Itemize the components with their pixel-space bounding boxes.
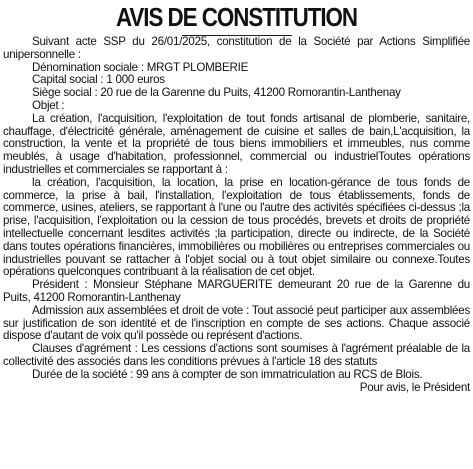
siege-line: Siège social : 20 rue de la Garenne du Puits, 41200 Romorantin-Lanthenay [32,86,401,100]
capital-line: Capital social : 1 000 euros [32,73,165,87]
signature-line: Pour avis, le Président [359,380,470,394]
intro-paragraph: Suivant acte SSP du 26/01/2025, constitution de la Société par Actions Simplifiée unipersonnelle : [3,35,470,61]
objet-paragraph-1: La création, l'acquisition, l'exploitation de tout fonds artisanal de plomberie, sanitaire, chauffage, d'électricité générale, aménagement de cuisine et salles de bain,L'acquisition, la construction, la vente et la propriété de tous biens immobiliers et immeubles, nus comme meublés, à usage d'habitation, professionnel, commercial ou industrielToutes opérations industrielles et commerciales se rapportant à : [3,111,470,176]
notice-title: AVIS DE CONSTITUTION [115,2,358,32]
objet-label: Objet : [32,98,65,112]
duree-paragraph: Durée de la société : 99 ans à compter de son immatriculation au RCS de Blois. [32,367,423,381]
agrement-paragraph: Clauses d'agrément : Les cessions d'actions sont soumises à l'agrément préalable de la collectivité des associés dans les conditions prévues à l'article 18 des statuts [3,342,470,368]
admission-paragraph: Admission aux assemblées et droit de vote : Tout associé peut participer aux assemblées sur justification de son identité et de l'inscription en compte de ses actions. Chaque associé dispose d'autant de voix qu'il possède ou représent d'actions. [3,303,470,343]
president-paragraph: Président : Monsieur Stéphane MARGUERITE demeurant 20 rue de la Garenne du Puits, 41200 Romorantin-Lanthenay [3,278,470,304]
objet-paragraph-2: la création, l'acquisition, la location, la prise en location-gérance de tous fonds de commerce, la prise à bail, l'installation, l'exploitation de tous établissements, fonds de commerce, usines, ateliers, se rapportant à l'une ou l'autre des activités spécifiées ci-dessus ;la prise, l'acquisition, l'exploitation ou la cession de tous procédés, brevets et droits de propriété intellectuelle concernant lesdites activités ;la participation, directe ou indirecte, de la Société dans toutes opérations financières, immobilières ou mobilières ou entreprises commerciales ou industrielles pouvant se rattacher à l'objet social ou à tout objet similaire ou connexe.Toutes opérations quelconques contribuant à la réalisation de cet objet. [3,175,470,279]
denomination-line: Dénomination sociale : MRGT PLOMBERIE [32,60,249,74]
